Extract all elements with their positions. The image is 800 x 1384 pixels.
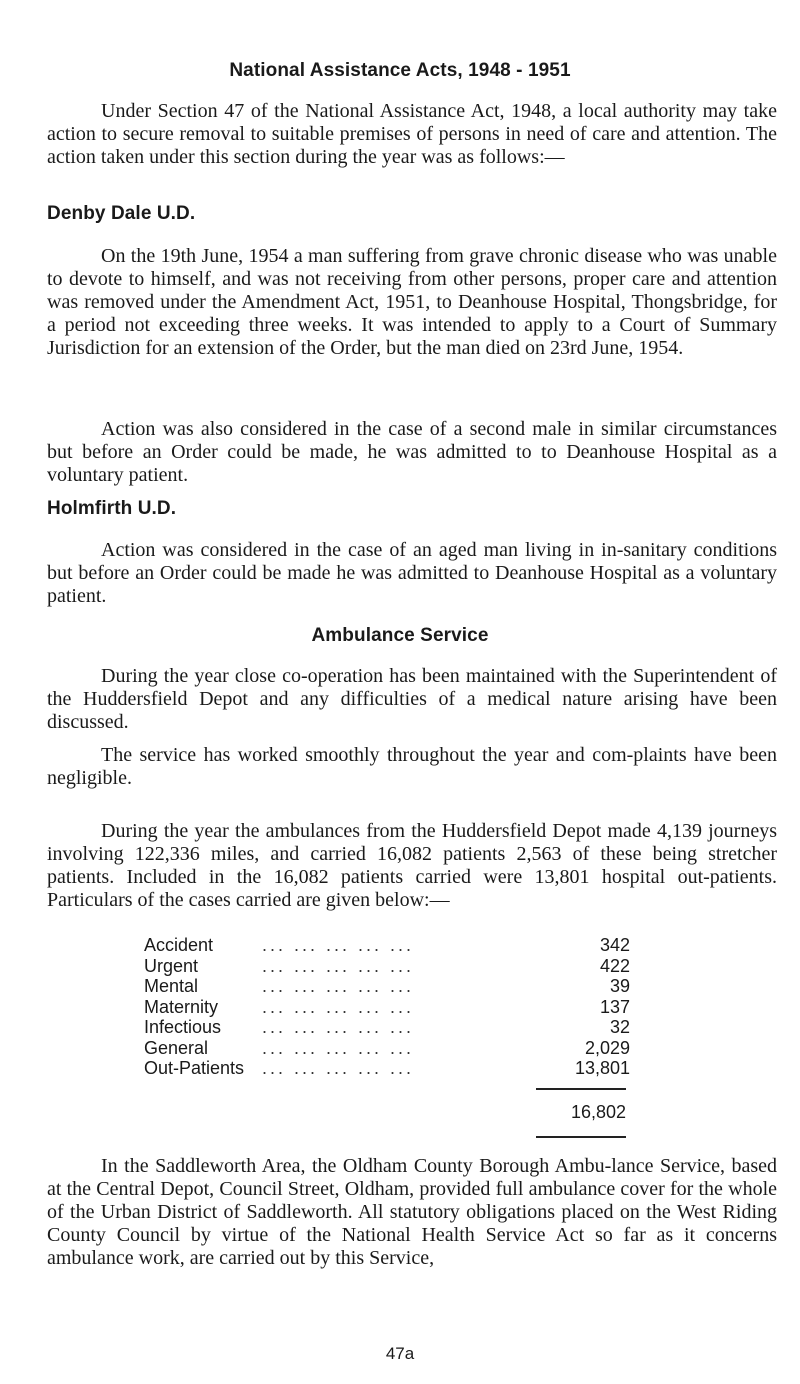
total-rule-bottom xyxy=(536,1136,626,1138)
ambulance-paragraph-4: In the Saddleworth Area, the Oldham County Borough Ambu-lance Service, based at the Central Depot, Council Street, Oldham, provided full ambulance cover for the whole of the Urban District of Saddleworth. All statutory obligations placed on the West Riding County Council by virtue of the National Health Service Act so far as it concerns ambulance work, are carried out by this Service, xyxy=(47,1155,777,1269)
case-label: Out-Patients xyxy=(144,1058,245,1078)
case-value: 13,801 xyxy=(574,1058,630,1078)
leader-dots: ... ... ... ... ... xyxy=(262,996,415,1017)
denby-dale-paragraph-1: On the 19th June, 1954 a man suffering from grave chronic disease who was unable to devote to himself, and was not receiving from other persons, proper care and attention was removed under the Amendment Act, 1951, to Deanhouse Hospital, Thongsbridge, for a period not exceeding three weeks. It was intended to apply to a Court of Summary Jurisdiction for an extension of the Order, but the man died on 23rd June, 1954. xyxy=(47,245,777,359)
table-row xyxy=(144,1017,630,1038)
denby-dale-paragraph-2: Action was also considered in the case of a second male in similar circumstances but before an Order could be made, he was admitted to to Deanhouse Hospital as a voluntary patient. xyxy=(47,418,777,486)
case-label: Infectious xyxy=(144,1017,222,1037)
leader-dots: ... ... ... ... ... xyxy=(262,1037,415,1058)
case-label: General xyxy=(144,1037,209,1058)
ambulance-paragraph-1: During the year close co-operation has been maintained with the Superintendent of the Huddersfield Depot and any difficulties of a medical nature arising have been discussed. xyxy=(47,665,777,733)
leader-dots: ... ... ... ... ... xyxy=(262,935,415,955)
leader-dots: ... ... ... ... ... xyxy=(262,1058,415,1078)
table-row xyxy=(144,1038,630,1059)
ambulance-paragraph-3: During the year the ambulances from the Huddersfield Depot made 4,139 journeys involving 122,336 miles, and carried 16,082 patients 2,563 of these being stretcher patients. Included in the 16,082 patients carried were 13,801 hospital out-patients. Particulars of the cases carried are given below:— xyxy=(47,820,777,911)
total-value: 16,802 xyxy=(570,1102,626,1122)
holmfirth-heading: Holmfirth U.D. xyxy=(47,498,177,519)
denby-dale-heading: Denby Dale U.D. xyxy=(47,203,196,224)
leader-dots: ... ... ... ... ... xyxy=(262,955,415,976)
cases-table xyxy=(144,935,630,1079)
case-value: 422 xyxy=(599,955,630,976)
case-label: Maternity xyxy=(144,996,219,1017)
case-label: Urgent xyxy=(144,955,199,976)
case-value: 39 xyxy=(609,976,630,996)
page-title: National Assistance Acts, 1948 - 1951 xyxy=(229,60,571,81)
case-label: Accident xyxy=(144,935,214,955)
case-value: 137 xyxy=(599,996,630,1017)
table-row xyxy=(144,1058,630,1079)
table-row xyxy=(144,956,630,977)
table-row xyxy=(144,997,630,1018)
holmfirth-paragraph: Action was considered in the case of an aged man living in in-sanitary conditions but before an Order could be made he was admitted to Deanhouse Hospital as a voluntary patient. xyxy=(47,539,777,607)
case-value: 2,029 xyxy=(584,1037,630,1058)
table-row xyxy=(144,935,630,956)
case-value: 32 xyxy=(609,1017,630,1037)
intro-paragraph: Under Section 47 of the National Assistance Act, 1948, a local authority may take action to secure removal to suitable premises of persons in need of care and attention. The action taken under this section during the year was as follows:— xyxy=(47,100,777,168)
leader-dots: ... ... ... ... ... xyxy=(262,1017,415,1037)
case-label: Mental xyxy=(144,976,199,996)
table-row xyxy=(144,976,630,997)
page-number: 47a xyxy=(385,1344,415,1363)
ambulance-paragraph-2: The service has worked smoothly throughout the year and com-plaints have been negligible. xyxy=(47,744,777,789)
ambulance-service-heading: Ambulance Service xyxy=(311,625,489,646)
total-rule-top xyxy=(536,1088,626,1090)
case-value: 342 xyxy=(599,935,630,955)
leader-dots: ... ... ... ... ... xyxy=(262,976,415,996)
